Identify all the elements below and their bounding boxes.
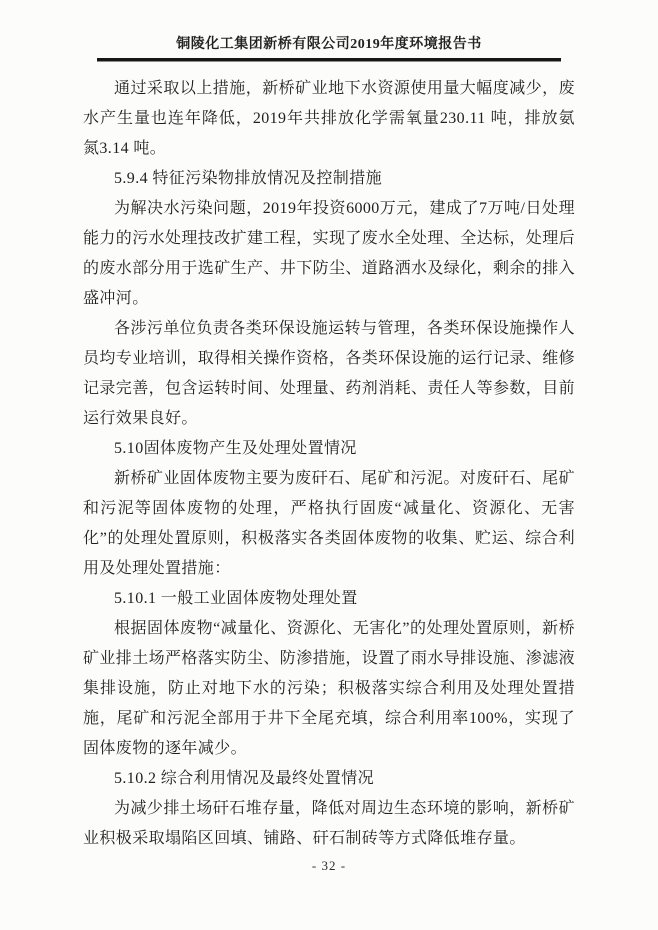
header-title: 铜陵化工集团新桥有限公司2019年度环境报告书 — [176, 37, 482, 52]
page-header — [0, 0, 658, 62]
paragraph: 各涉污单位负责各类环保设施运转与管理，各类环保设施操作人员均专业培训，取得相关操作资格，各类环保设施的运行记录、维修记录完善，包含运转时间、处理量、药剂消耗、责任人等参数，目前运行效果良好。 — [83, 320, 576, 427]
paragraph: 通过采取以上措施，新桥矿业地下水资源使用量大幅度减少，废水产生量也连年降低，2019年共排放化学需氧量230.11 吨，排放氨氮3.14 吨。 — [83, 80, 575, 157]
document-body — [83, 74, 575, 854]
section-heading: 5.10固体废物产生及处理处置情况 — [114, 440, 357, 457]
paragraph: 新桥矿业固体废物主要为废矸石、尾矿和污泥。对废矸石、尾矿和污泥等固体废物的处理，严格执行固废“减量化、资源化、无害化”的处理处置原则，积极落实各类固体废物的收集、贮运、综合利用及处理处置措施： — [83, 470, 575, 577]
section-heading: 5.9.4 特征污染物排放情况及控制措施 — [114, 170, 383, 187]
paragraph: 为解决水污染问题，2019年投资6000万元，建成了7万吨/日处理能力的污水处理技改扩建工程，实现了废水全处理、全达标，处理后的废水部分用于选矿生产、井下防尘、道路洒水及绿化，剩余的排入盛冲河。 — [83, 200, 576, 307]
section-heading: 5.10.1 一般工业固体废物处理处置 — [114, 590, 358, 607]
paragraph: 根据固体废物“减量化、资源化、无害化”的处理处置原则，新桥矿业排土场严格落实防尘、防渗措施，设置了雨水导排设施、渗滤液集排设施，防止对地下水的污染；积极落实综合利用及处理处置措施，尾矿和污泥全部用于井下全尾充填，综合利用率100%，实现了固体废物的逐年减少。 — [83, 620, 576, 757]
page-number: - 32 - — [311, 858, 347, 873]
header-rule — [97, 58, 561, 62]
page-footer — [0, 858, 658, 874]
paragraph: 为减少排土场矸石堆存量，降低对周边生态环境的影响，新桥矿业积极采取塌陷区回填、铺路、矸石制砖等方式降低堆存量。 — [83, 800, 575, 847]
section-heading: 5.10.2 综合利用情况及最终处置情况 — [114, 770, 375, 787]
